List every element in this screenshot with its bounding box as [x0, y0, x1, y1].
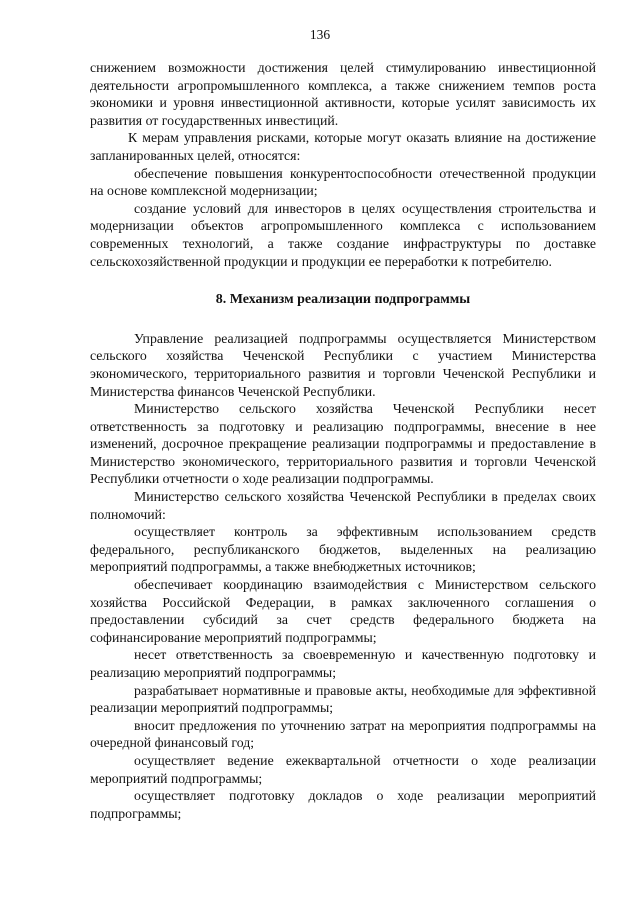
page-number: 136: [309, 27, 331, 42]
paragraph-management: Управление реализацией подпрограммы осуществляется Министерством сельского хозяйства Чеченской Республики с участием Министерства экономического, территориального развития и торговли Чеченской Республики и Министерства финансов Чеченской Республики.: [90, 330, 596, 399]
paragraph-measure-investors: создание условий для инвесторов в целях осуществления строительства и модернизации объектов агропромышленного комплекса с использованием современных технологий, а также создание инфраструктуры по доставке сельскохозяйственной продукции и продукции ее переработки к потребителю.: [90, 200, 596, 269]
paragraph-risk-measures-intro: К мерам управления рисками, которые могут оказать влияние на достижение запланированных целей, относятся:: [90, 130, 596, 163]
paragraph-power-control: осуществляет контроль за эффективным использованием средств федерального, республиканского бюджетов, выделенных на реализацию мероприятий подпрограммы, а также внебюджетных источников;: [90, 524, 596, 575]
paragraph-power-reporting: осуществляет ведение ежеквартальной отчетности о ходе реализации мероприятий подпрограммы;: [90, 752, 596, 786]
paragraph-measure-competitiveness: обеспечение повышения конкурентоспособности отечественной продукции на основе комплексной модернизации;: [90, 165, 596, 199]
paragraph-responsibility: Министерство сельского хозяйства Чеченской Республики несет ответственность за подготовку и реализацию подпрограммы, внесение в нее изменений, досрочное прекращение реализации подпрограммы и предоставление в Министерство экономического, территориального развития и торговли Чеченской Республики отчетности о ходе реализации подпрограммы.: [90, 401, 596, 487]
paragraph-power-legal-acts: разрабатывает нормативные и правовые акты, необходимые для эффективной реализации мероприятий подпрограммы;: [90, 682, 596, 716]
paragraph-power-quality: несет ответственность за своевременную и качественную подготовку и реализацию мероприятий подпрограммы;: [90, 647, 596, 680]
paragraph-powers-intro: Министерство сельского хозяйства Чеченской Республики в пределах своих полномочий:: [90, 489, 596, 522]
paragraph-power-coordination: обеспечивает координацию взаимодействия с Министерством сельского хозяйства Российской Федерации, в рамках заключенного соглашения о предоставлении субсидий за счет средств федерального бюджета на софинансирование мероприятий подпрограммы;: [90, 577, 596, 645]
page-body: [90, 59, 596, 822]
paragraph-power-cost-proposals: вносит предложения по уточнению затрат на мероприятия подпрограммы на очередной финансовый год;: [90, 717, 596, 751]
paragraph-power-reports: осуществляет подготовку докладов о ходе реализации мероприятий подпрограммы;: [90, 788, 596, 821]
section-heading: 8. Механизм реализации подпрограммы: [215, 292, 471, 308]
paragraph-risk-consequences: снижением возможности достижения целей стимулированию инвестиционной деятельности агропромышленного комплекса, а также снижением темпов роста экономики и уровня инвестиционной активности, которые усилят зависимость их развития от государственных инвестиций.: [90, 60, 596, 128]
